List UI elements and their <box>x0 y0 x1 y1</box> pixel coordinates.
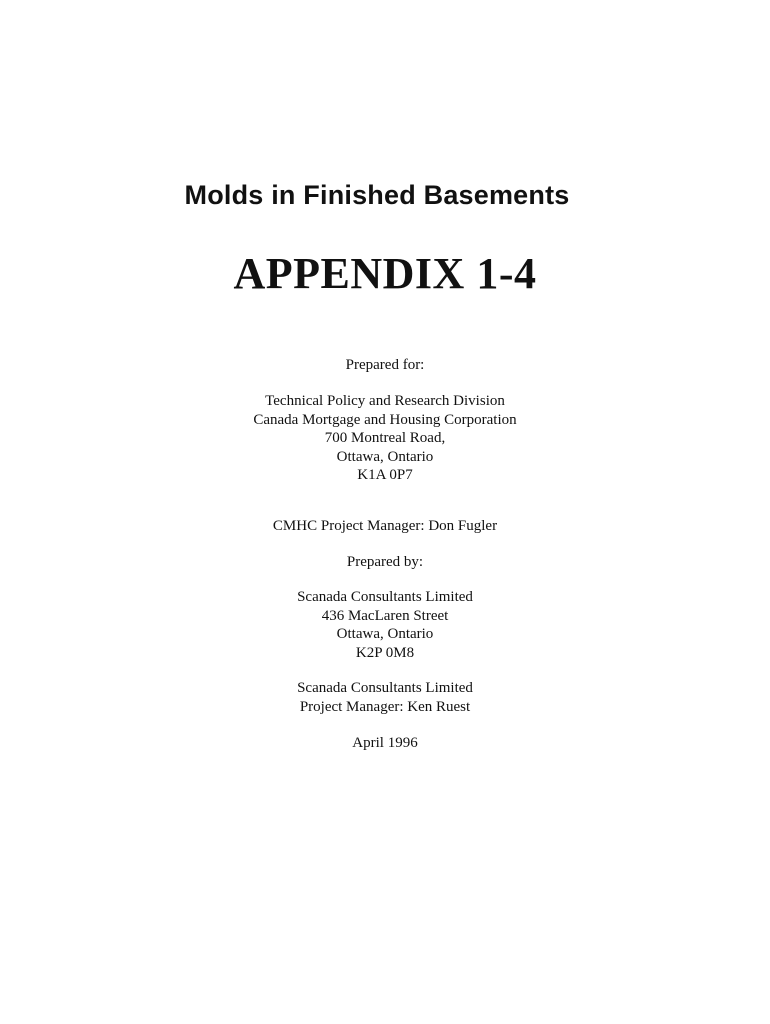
document-date <box>0 734 770 753</box>
consultant-manager <box>0 679 770 716</box>
prepared-by-label <box>0 553 770 572</box>
cmhc-project-manager-text: CMHC Project Manager: Don Fugler <box>272 518 498 534</box>
address-line: Scanada Consultants Limited <box>297 589 473 605</box>
document-subtitle: Molds in Finished Basements <box>184 180 570 210</box>
prepared-for-address <box>0 392 770 485</box>
prepared-by-address <box>0 588 770 662</box>
consultant-line: Project Manager: Ken Ruest <box>299 698 471 715</box>
prepared-for-label-text: Prepared for: <box>345 357 425 373</box>
address-line: Canada Mortgage and Housing Corporation <box>253 411 517 428</box>
address-line: Technical Policy and Research Division <box>265 393 505 409</box>
address-line: K1A 0P7 <box>357 467 413 483</box>
address-line: 700 Montreal Road, <box>324 430 446 446</box>
address-line: K2P 0M8 <box>355 644 415 661</box>
appendix-title: APPENDIX 1-4 <box>233 249 537 298</box>
cmhc-project-manager <box>0 517 770 536</box>
address-line: Ottawa, Ontario <box>336 626 434 642</box>
address-line: Ottawa, Ontario <box>336 448 434 465</box>
consultant-line: Scanada Consultants Limited <box>297 680 473 696</box>
address-line: 436 MacLaren Street <box>321 607 449 624</box>
prepared-for-label <box>0 356 770 375</box>
document-date-text: April 1996 <box>352 735 418 751</box>
prepared-by-label-text: Prepared by: <box>346 554 424 570</box>
